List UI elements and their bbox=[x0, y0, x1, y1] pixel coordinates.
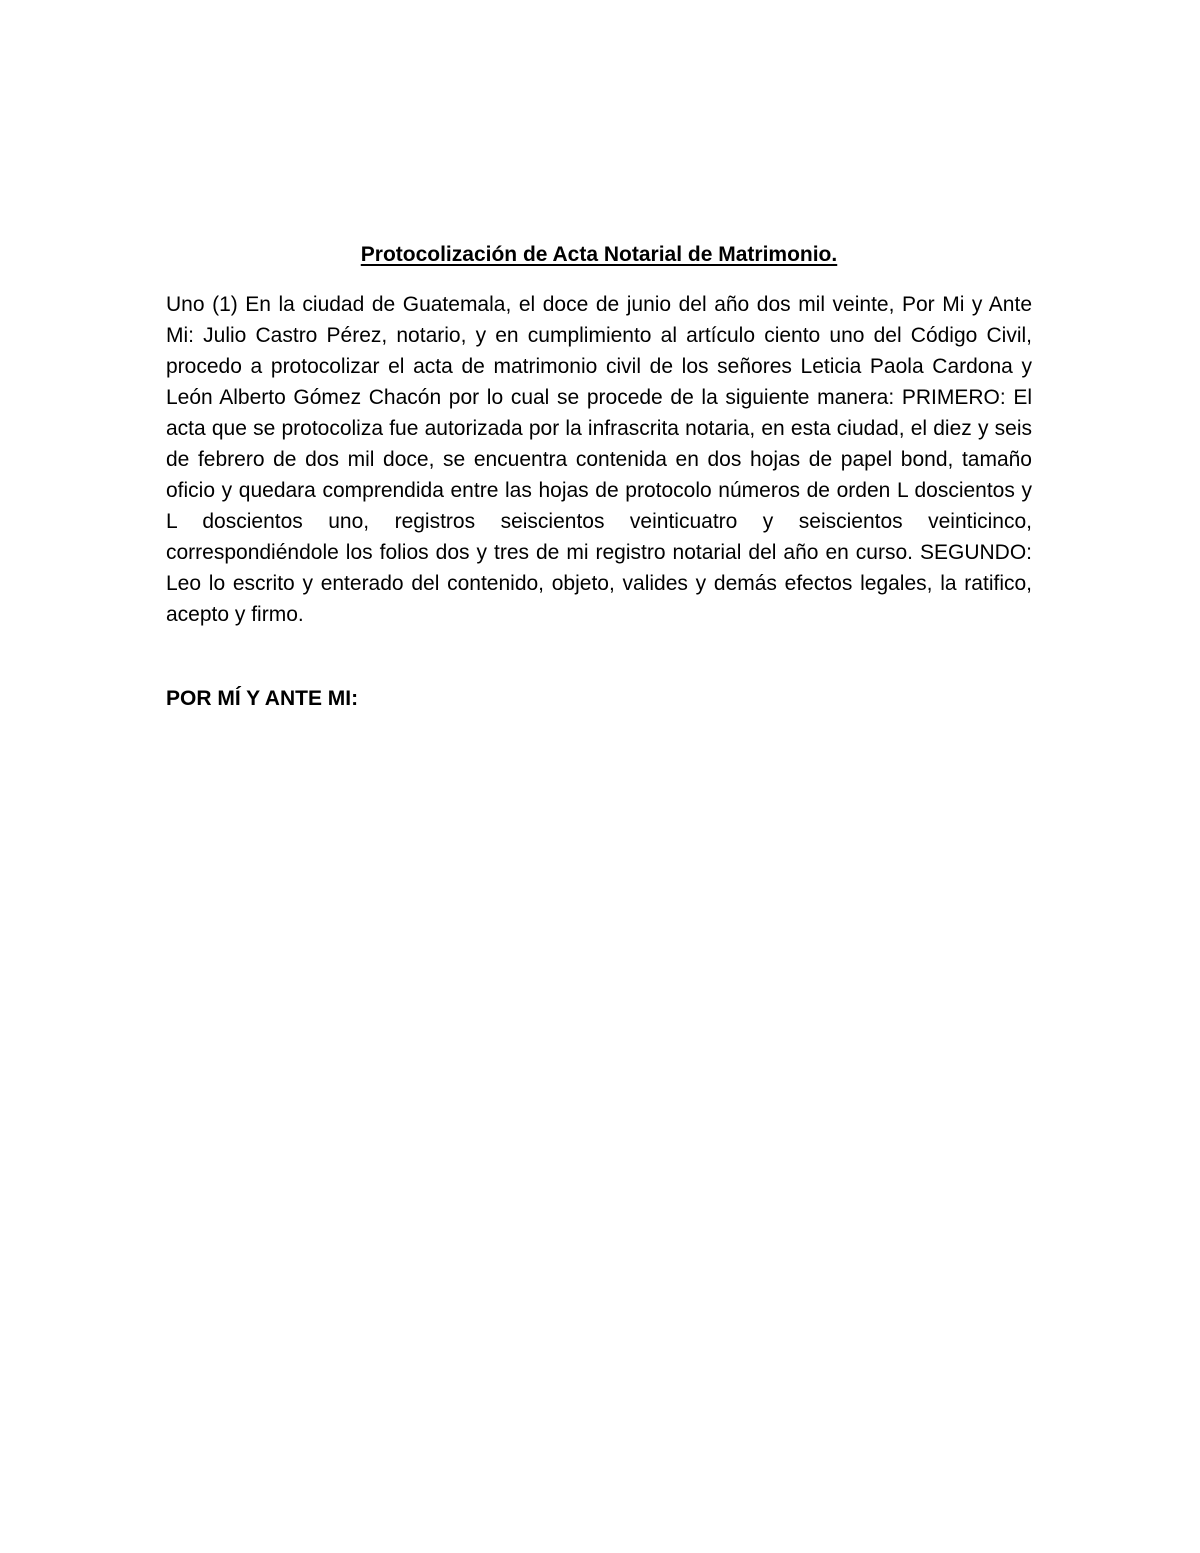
document-title: Protocolización de Acta Notarial de Matrimonio. bbox=[360, 243, 838, 266]
signature-line: POR MÍ Y ANTE MI: bbox=[166, 687, 359, 710]
document-body: Uno (1) En la ciudad de Guatemala, el doce de junio del año dos mil veinte, Por Mi y Ante Mi: Julio Castro Pérez, notario, y en cumplimiento al artículo ciento uno del Código Civil, procedo a protocolizar el acta de matrimonio civil de los señores Leticia Paola Cardona y León Alberto Gómez Chacón por lo cual se procede de la siguiente manera: PRIMERO: El acta que se protocoliza fue autorizada por la infrascrita notaria, en esta ciudad, el diez y seis de febrero de dos mil doce, se encuentra contenida en dos hojas de papel bond, tamaño oficio y quedara comprendida entre las hojas de protocolo números de orden L doscientos y L doscientos uno, registros seiscientos veinticuatro y seiscientos veinticinco, correspondiéndole los folios dos y tres de mi registro notarial del año en curso. SEGUNDO: Leo lo escrito y enterado del contenido, objeto, valides y demás efectos legales, la ratifico, acepto y firmo. bbox=[166, 293, 1032, 626]
